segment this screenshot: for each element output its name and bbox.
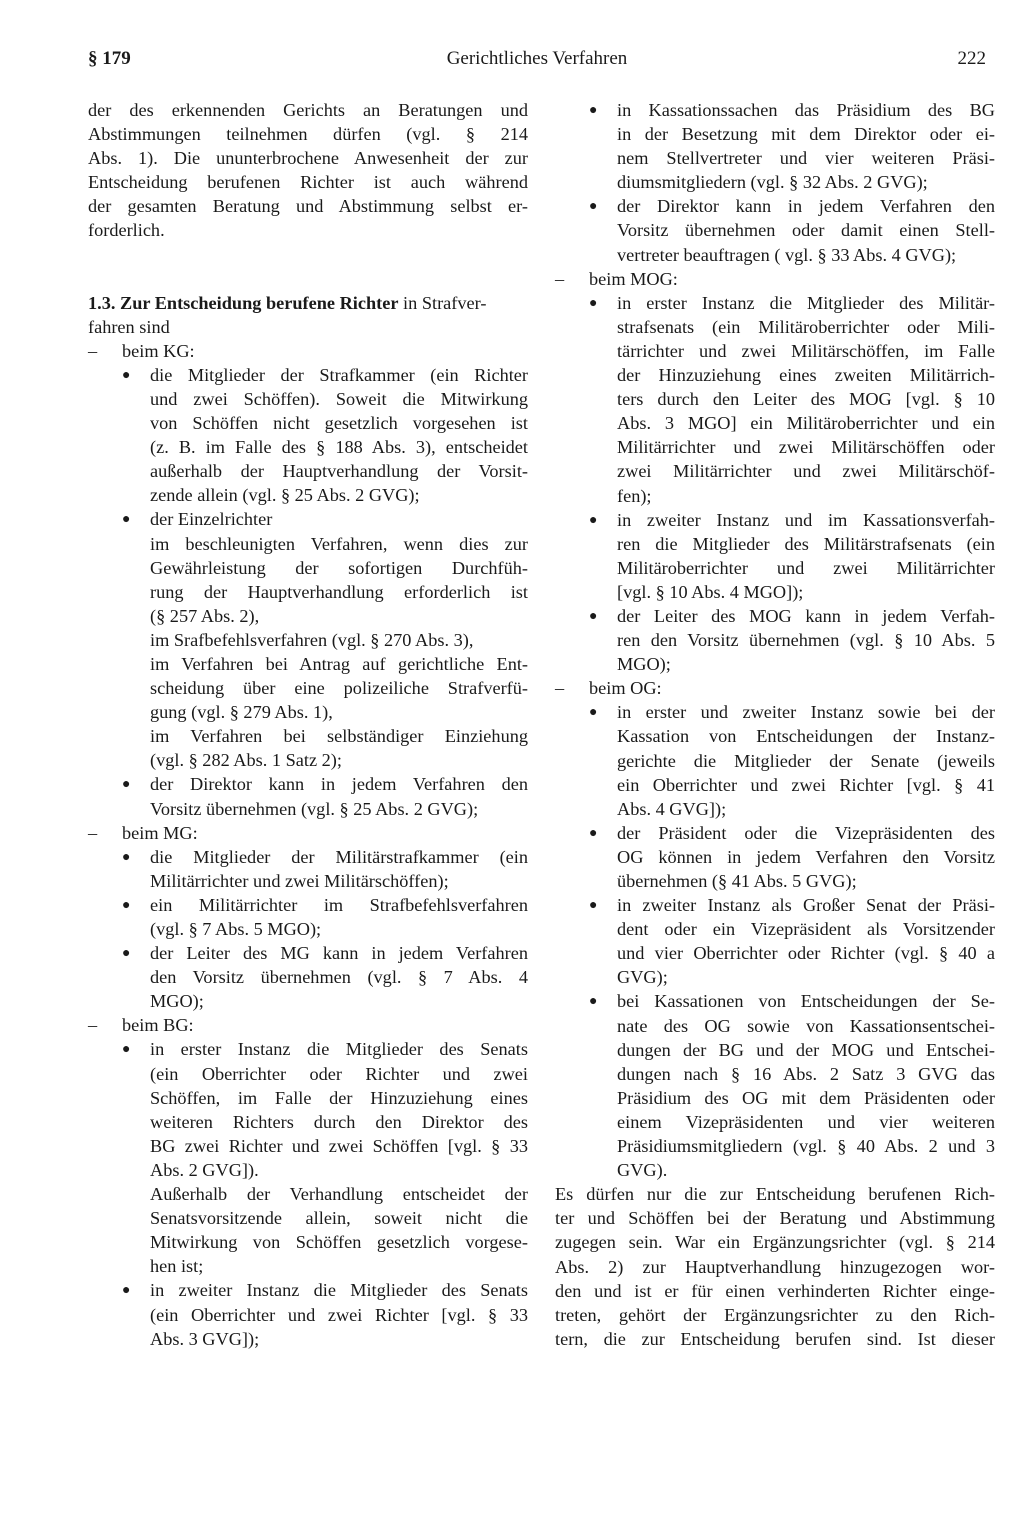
- text-line: Kassation von Entscheidungen der Instanz-: [617, 726, 995, 747]
- text-line: tern, die zur Entscheidung berufen sind. Ist dieser: [555, 1328, 995, 1349]
- text-line: der gesamten Beratung und Abstimmung selbst er-: [88, 196, 528, 217]
- text-line: einem Vizepräsidenten und vier weiteren: [617, 1111, 995, 1132]
- bullet-item: [88, 507, 528, 772]
- text-line: [vgl. § 10 Abs. 4 MGO]);: [617, 581, 804, 602]
- text-line: in zweiter Instanz als Großer Senat der Präsi-: [617, 895, 995, 916]
- bullet-icon: ●: [589, 994, 598, 1010]
- text-line: weiteren Richters durch den Direktor des: [150, 1111, 528, 1132]
- bullet-item: [555, 989, 995, 1182]
- text-line: im Verfahren bei selbständiger Einziehung: [150, 726, 528, 747]
- section-number: § 179: [88, 48, 131, 69]
- bullet-icon: ●: [589, 295, 598, 311]
- text-line: ter und Schöffen bei der Beratung und Abstimmung: [555, 1208, 995, 1229]
- text-line: in Kassationssachen das Präsidium des BG: [617, 100, 995, 120]
- text-line: den und ist er für einen verhinderten Richter einge-: [555, 1280, 995, 1301]
- court-og-heading: [555, 676, 995, 700]
- text-line: zwei Militärrichter und zwei Militärschöf-: [617, 461, 995, 482]
- text-line: der Direktor kann in jedem Verfahren den: [617, 196, 995, 217]
- text-line: in zweiter Instanz und im Kassationsverfah-: [617, 509, 995, 530]
- text-line: die Mitglieder der Militärstrafkammer (ein: [150, 846, 528, 867]
- text-line: Senatsvorsitzende allein, soweit nicht die: [150, 1208, 528, 1229]
- bullet-item: [88, 363, 528, 508]
- text-line: dungen der BG und der MOG und Entschei-: [617, 1039, 995, 1060]
- dash-marker: –: [88, 1015, 98, 1036]
- running-title: Gerichtliches Verfahren: [446, 48, 628, 69]
- text-line: forderlich.: [88, 220, 165, 241]
- text-line: rung der Hauptverhandlung erforderlich ist: [150, 581, 528, 602]
- text-line: Abs. 1). Die ununterbrochene Anwesenheit der zur: [88, 148, 528, 169]
- text-line: OG können in jedem Verfahren den Vorsitz: [617, 846, 995, 867]
- section-heading-title: Zur Entscheidung berufene Richter: [120, 292, 399, 313]
- page-header: [88, 44, 986, 76]
- bullet-item: [88, 845, 528, 893]
- text-line: in erster Instanz die Mitglieder des Militär-: [617, 292, 995, 313]
- bullet-icon: ●: [589, 705, 598, 721]
- bullet-icon: ●: [589, 608, 598, 624]
- dash-marker: –: [88, 340, 98, 361]
- text-line: Entscheidung berufenen Richter ist auch während: [88, 172, 528, 193]
- text-line: tärrichter und zwei Militärschöffen, im Falle: [617, 340, 995, 361]
- bullet-item: [88, 1278, 528, 1350]
- text-line: Vorsitz übernehmen (vgl. § 25 Abs. 2 GVG);: [150, 798, 479, 819]
- bullet-icon: ●: [589, 825, 598, 841]
- bullet-icon: ●: [122, 777, 131, 793]
- text-line: die Mitglieder der Strafkammer (ein Richter: [150, 364, 528, 385]
- text-line: Außerhalb der Verhandlung entscheidet der: [150, 1184, 528, 1205]
- text-line: BG zwei Richter und zwei Schöffen [vgl. § 33: [150, 1135, 528, 1156]
- text-line: Abs. 2) zur Hauptverhandlung hinzugezogen wor-: [555, 1256, 995, 1277]
- text-line: (z. B. im Falle des § 188 Abs. 3), entscheidet: [150, 437, 528, 458]
- text-line: ren den Vorsitz übernehmen (vgl. § 10 Abs. 5: [617, 630, 995, 651]
- text-line: Präsidiumsmitgliedern (vgl. § 40 Abs. 2 und 3: [617, 1136, 995, 1157]
- text-line: MGO);: [150, 991, 204, 1012]
- bullet-icon: ●: [122, 897, 131, 913]
- bullet-icon: ●: [122, 512, 131, 528]
- bullet-icon: ●: [122, 946, 131, 962]
- bullet-item: [555, 194, 995, 266]
- text-line: Abs. 3 MGO] ein Militäroberrichter und ein: [617, 413, 995, 434]
- text-line: zugegen sein. War ein Ergänzungsrichter (vgl. § 214: [555, 1232, 995, 1253]
- text-line: ein Militärrichter im Strafbefehlsverfahren: [150, 894, 528, 915]
- bullet-item: [555, 98, 995, 194]
- text-line: Präsidium des OG mit dem Präsidenten oder: [617, 1087, 995, 1108]
- court-label: beim BG:: [122, 1015, 194, 1036]
- bullet-item: [88, 772, 528, 820]
- text-line: der Leiter des MG kann in jedem Verfahren: [150, 943, 528, 964]
- text-line: gung (vgl. § 279 Abs. 1),: [150, 702, 333, 723]
- dash-marker: –: [88, 822, 98, 843]
- text-line: fahren sind: [88, 316, 170, 337]
- bullet-icon: ●: [122, 367, 131, 383]
- text-line: Abstimmungen teilnehmen dürfen (vgl. § 214: [88, 124, 528, 145]
- left-column: [88, 98, 528, 1351]
- text-line: scheidung über eine polizeiliche Strafverfü-: [150, 678, 528, 699]
- text-line: hen ist;: [150, 1256, 204, 1277]
- text-line: MGO);: [617, 654, 671, 675]
- bullet-item: [555, 508, 995, 604]
- text-line: der Präsident oder die Vizepräsidenten des: [617, 822, 995, 843]
- text-line: Gewährleistung der sofortigen Durchfüh-: [150, 557, 528, 578]
- court-label: beim MG:: [122, 822, 198, 843]
- text-line: außerhalb der Hauptverhandlung der Vorsit-: [150, 461, 528, 482]
- text-line: bei Kassationen von Entscheidungen der Se-: [617, 991, 995, 1012]
- text-line: (ein Oberrichter oder Richter und zwei: [150, 1063, 528, 1084]
- text-line: Es dürfen nur die zur Entscheidung berufenen Rich-: [555, 1184, 995, 1205]
- bullet-icon: ●: [122, 849, 131, 865]
- text-line: Mitwirkung von Schöffen gesetzlich vorgese-: [150, 1232, 528, 1253]
- bullet-icon: ●: [122, 1042, 131, 1058]
- bullet-icon: ●: [589, 512, 598, 528]
- text-line: (vgl. § 282 Abs. 1 Satz 2);: [150, 750, 342, 771]
- text-line: der Leiter des MOG kann in jedem Verfah-: [617, 605, 995, 626]
- text-line: GVG);: [617, 967, 668, 988]
- text-line: übernehmen (§ 41 Abs. 5 GVG);: [617, 871, 857, 891]
- court-mg-heading: [88, 821, 528, 845]
- text-line: Schöffen, im Falle der Hinzuziehung eines: [150, 1087, 528, 1108]
- bullet-item: [555, 291, 995, 508]
- text-line: ein Oberrichter und zwei Richter [vgl. § 41: [617, 774, 995, 795]
- text-line: in erster und zweiter Instanz sowie bei der: [617, 702, 995, 723]
- bullet-item: [88, 941, 528, 1013]
- text-line: in erster Instanz die Mitglieder des Senats: [150, 1039, 528, 1060]
- text-line: (ein Oberrichter und zwei Richter [vgl. § 33: [150, 1304, 528, 1325]
- text-line: den Vorsitz übernehmen (vgl. § 7 Abs. 4: [150, 967, 528, 988]
- text-line: und vier Oberrichter oder Richter (vgl. § 40 a: [617, 943, 995, 964]
- text-line: im Srafbefehlsverfahren (vgl. § 270 Abs. 3),: [150, 629, 474, 650]
- text-line: Militärrichter und zwei Militärschöffen);: [150, 870, 449, 891]
- intro-paragraph: [88, 98, 528, 243]
- bullet-item: [555, 821, 995, 893]
- text-line: ren die Mitglieder des Militärstrafsenats (ein: [617, 533, 995, 554]
- text-line: zende allein (vgl. § 25 Abs. 2 GVG);: [150, 485, 420, 506]
- bullet-item: [555, 604, 995, 676]
- text-line: gerichte die Mitglieder der Senate (jeweils: [617, 750, 995, 771]
- text-line: nate des OG sowie von Kassationsentschei-: [617, 1015, 995, 1036]
- closing-paragraph: [555, 1182, 995, 1351]
- right-column: [555, 98, 995, 1351]
- section-heading-rest: in Strafver-: [403, 292, 487, 313]
- text-line: der Hinzuziehung eines zweiten Militärrich-: [617, 365, 995, 386]
- text-line: ters durch den Leiter des MOG [vgl. § 10: [617, 389, 995, 410]
- text-line: von Schöffen nicht gesetzlich vorgesehen ist: [150, 413, 528, 434]
- text-line: nem Stellvertreter und vier weiteren Präsi-: [617, 148, 995, 169]
- text-line: im beschleunigten Verfahren, wenn dies zur: [150, 533, 528, 554]
- text-line: strafsenats (ein Militäroberrichter oder Mili-: [617, 316, 995, 337]
- section-heading-number: 1.3.: [88, 292, 116, 313]
- court-kg-heading: [88, 339, 528, 363]
- court-label: beim KG:: [122, 340, 195, 361]
- bullet-icon: ●: [589, 199, 598, 215]
- text-line: Vorsitz übernehmen oder damit einen Stell-: [617, 220, 995, 241]
- bullet-icon: ●: [589, 103, 598, 118]
- text-line: dungen nach § 16 Abs. 2 Satz 3 GVG das: [617, 1063, 995, 1084]
- bullet-item: [555, 893, 995, 989]
- section-1-3: [88, 291, 528, 1351]
- text-line: Abs. 3 GVG]);: [150, 1328, 260, 1349]
- court-bg-heading: [88, 1013, 528, 1037]
- text-line: vertreter beauftragen ( vgl. § 33 Abs. 4 GVG);: [617, 244, 957, 265]
- bullet-item: [555, 700, 995, 820]
- text-line: Militärrichter und zwei Militärschöffen oder: [617, 437, 995, 458]
- court-label: beim MOG:: [589, 268, 678, 289]
- text-line: der Einzelrichter: [150, 509, 273, 530]
- text-line: Abs. 4 GVG]);: [617, 798, 727, 819]
- dash-marker: –: [555, 678, 565, 699]
- text-line: in der Besetzung mit dem Direktor oder ei-: [617, 124, 995, 145]
- text-line: (vgl. § 7 Abs. 5 MGO);: [150, 919, 322, 939]
- text-line: der Direktor kann in jedem Verfahren den: [150, 774, 528, 795]
- dash-marker: –: [555, 268, 565, 289]
- section-heading-line: [88, 291, 528, 315]
- bullet-item: [88, 893, 528, 941]
- text-line: diumsmitgliedern (vgl. § 32 Abs. 2 GVG);: [617, 172, 928, 193]
- text-line: Militäroberrichter und zwei Militärrichter: [617, 557, 995, 578]
- court-mog-heading: [555, 267, 995, 291]
- court-label: beim OG:: [589, 678, 662, 699]
- text-line: der des erkennenden Gerichts an Beratungen und: [88, 100, 528, 120]
- bullet-icon: ●: [122, 1283, 131, 1299]
- text-line: im Verfahren bei Antrag auf gerichtliche Ent-: [150, 653, 528, 674]
- text-line: Abs. 2 GVG]).: [150, 1159, 259, 1180]
- text-line: in zweiter Instanz die Mitglieder des Senats: [150, 1280, 528, 1301]
- bullet-item: [88, 1037, 528, 1278]
- text-line: und zwei Schöffen). Soweit die Mitwirkung: [150, 388, 528, 409]
- bullet-icon: ●: [589, 898, 598, 914]
- text-line: fen);: [617, 485, 652, 506]
- page-number: 222: [957, 48, 986, 69]
- text-line: (§ 257 Abs. 2),: [150, 605, 260, 626]
- text-line: GVG).: [617, 1160, 668, 1181]
- text-line: dent oder ein Vizepräsident als Vorsitzender: [617, 919, 995, 940]
- text-line: treten, gehört der Ergänzungsrichter zu den Rich-: [555, 1304, 995, 1325]
